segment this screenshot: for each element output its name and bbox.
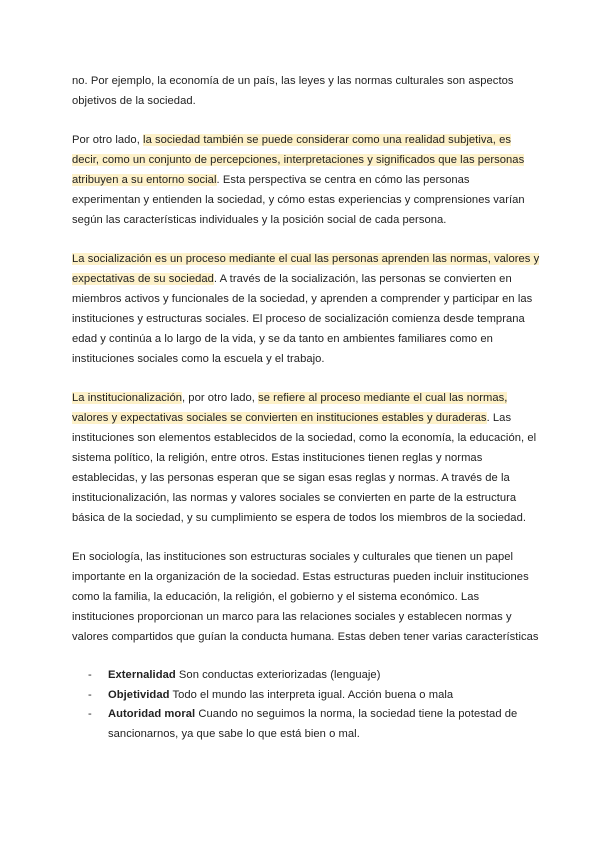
paragraph-institucionalizacion: La institucionalización, por otro lado, se refiere al proceso mediante el cual las normas, valores y expectativas sociales se convierten en instituciones estables y duraderas. Las instituciones son elementos establecidos de la sociedad, como la economía, la educación, el sistema político, la religión, entre otros. Estas instituciones tienen reglas y normas establecidas, y las personas esperan que se sigan esas reglas y normas. A través de la institucionalización, las normas y valores sociales se convierten en parte de la estructura básica de la sociedad, y su cumplimiento se espera de todos los miembros de la sociedad. bbox=[72, 392, 537, 524]
paragraph-realidad-subjetiva: Por otro lado, la sociedad también se puede considerar como una realidad subjetiva, es decir, como un conjunto de percepciones, interpretaciones y significados que las personas atribuyen a su entorno social. Esta perspectiva se centra en cómo las personas experimentan y entienden la sociedad, y cómo estas experiencias y comprensiones varían según las características individuales y la posición social de cada persona. bbox=[72, 134, 525, 226]
characteristics-list bbox=[72, 666, 540, 744]
highlight-realidad-subjetiva: la sociedad también se puede considerar como una realidad subjetiva, es decir, como un conjunto de percepciones, interpretaciones y significados que las personas atribuyen a su entorno social bbox=[72, 134, 525, 186]
highlight-institucionalizacion-definition: se refiere al proceso mediante el cual las normas, valores y expectativas sociales se convierten en instituciones estables y duraderas bbox=[72, 392, 508, 424]
list-item-externalidad bbox=[88, 666, 540, 686]
list-description: Cuando no seguimos la norma, la sociedad tiene la potestad de sancionarnos, ya que sabe lo que está bien o mal. bbox=[108, 708, 518, 740]
list-dash: - bbox=[88, 708, 92, 720]
list-term: Objetividad bbox=[108, 688, 170, 701]
highlight-socializacion: La socialización es un proceso mediante el cual las personas aprenden las normas, valores y expectativas de su sociedad bbox=[72, 253, 540, 285]
list-dash: - bbox=[88, 688, 92, 701]
paragraph-socializacion: La socialización es un proceso mediante el cual las personas aprenden las normas, valores y expectativas de su sociedad. A través de la socialización, las personas se convierten en miembros activos y funcionales de la sociedad, y aprenden a comprender y participar en las instituciones y estructuras sociales. El proceso de socialización comienza desde temprana edad y continúa a lo largo de la vida, y se da tanto en ambientes familiares como en instituciones sociales como la escuela y el trabajo. bbox=[72, 253, 540, 365]
list-term: Autoridad moral bbox=[108, 708, 196, 720]
paragraph-objetivos: no. Por ejemplo, la economía de un país, las leyes y las normas culturales son aspectos objetivos de la sociedad. bbox=[72, 75, 514, 107]
paragraph-instituciones: En sociología, las instituciones son estructuras sociales y culturales que tienen un papel importante en la organización de la sociedad. Estas estructuras pueden incluir instituciones como la familia, la educación, la religión, el gobierno y el sistema económico. Las instituciones proporcionan un marco para las relaciones sociales y establecen normas y valores compartidos que guían la conducta humana. Estas deben tener varias características bbox=[72, 551, 539, 643]
list-description: Todo el mundo las interpreta igual. Acción buena o mala bbox=[169, 688, 454, 701]
list-item-objetividad bbox=[88, 686, 540, 706]
list-item-autoridad-moral bbox=[88, 705, 540, 744]
highlight-institucionalizacion-term: La institucionalización bbox=[72, 392, 182, 404]
list-description: Son conductas exteriorizadas (lenguaje) bbox=[175, 669, 381, 681]
list-dash: - bbox=[88, 669, 92, 681]
list-term: Externalidad bbox=[108, 669, 176, 681]
